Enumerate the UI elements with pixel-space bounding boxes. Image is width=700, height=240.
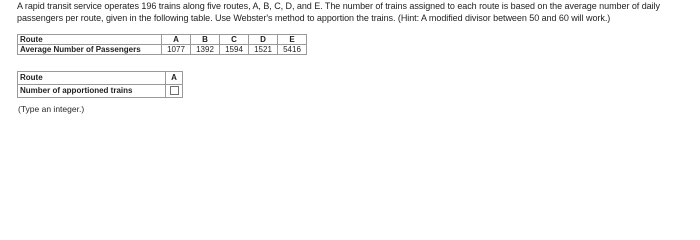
answer-route-a-header: A (166, 72, 183, 85)
passengers-e: 5416 (278, 45, 307, 55)
passengers-a: 1077 (162, 45, 191, 55)
answer-input-a[interactable] (170, 86, 179, 95)
problem-statement (17, 0, 695, 24)
passengers-d: 1521 (249, 45, 278, 55)
route-d-header: D (249, 35, 278, 45)
passengers-c: 1594 (220, 45, 249, 55)
route-c-header: C (220, 35, 249, 45)
passengers-label: Average Number of Passengers (18, 45, 162, 55)
route-b-header: B (191, 35, 220, 45)
problem-line-2: passengers per route, given in the following table. Use Webster's method to apportion the trains. (Hint: A modified divisor between 50 and 60 will work.) (17, 13, 611, 23)
answer-cell (166, 85, 183, 98)
table-row (18, 35, 307, 45)
route-e-header: E (278, 35, 307, 45)
input-hint: (Type an integer.) (18, 104, 85, 114)
table-row (18, 72, 183, 85)
apportioned-trains-label: Number of apportioned trains (18, 85, 166, 98)
problem-line-1: A rapid transit service operates 196 trains along five routes, A, B, C, D, and E. The number of trains assigned to each route is based on the average number of daily (17, 1, 660, 11)
answer-route-label: Route (18, 72, 166, 85)
route-a-header: A (162, 35, 191, 45)
table-row (18, 85, 183, 98)
passenger-table (17, 34, 307, 55)
route-header-label: Route (18, 35, 162, 45)
passengers-b: 1392 (191, 45, 220, 55)
table-row (18, 45, 307, 55)
apportionment-table (17, 71, 183, 98)
